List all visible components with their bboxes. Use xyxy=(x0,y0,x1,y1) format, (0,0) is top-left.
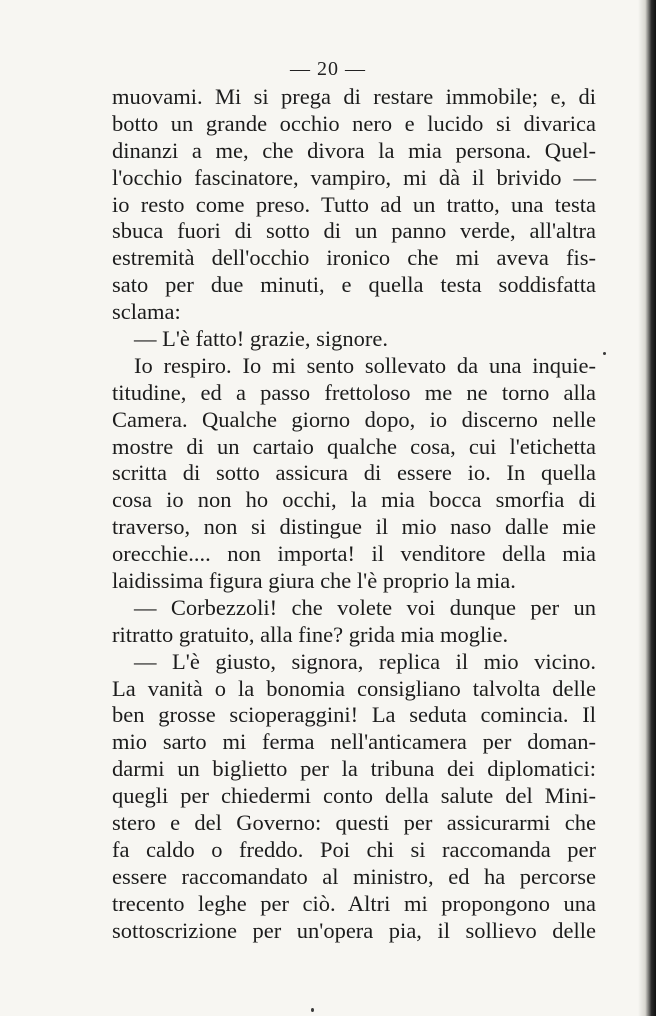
page-number: — 20 — xyxy=(290,58,366,80)
text-line: sclama: xyxy=(112,299,181,325)
dialogue-line: — L'è giusto, signora, replica il mio vicino. xyxy=(134,648,596,674)
dialogue-line: — Corbezzoli! che volete voi dunque per un xyxy=(134,594,596,620)
text-line: traverso, non si distingue il mio naso dalle mie xyxy=(112,514,596,540)
text-line: l'occhio fascinatore, vampiro, mi dà il brivido — xyxy=(112,164,596,190)
text-line: dinanzi a me, che divora la mia persona. Quel- xyxy=(112,137,596,163)
text-line: fa caldo o freddo. Poi chi si raccomanda per xyxy=(112,836,596,862)
text-line: laidissima figura giura che l'è proprio la mia. xyxy=(112,568,516,594)
dialogue-line: — L'è fatto! grazie, signore. xyxy=(134,326,388,352)
text-line: muovami. Mi si prega di restare immobile; e, di xyxy=(112,84,596,109)
text-line: trecento leghe per ciò. Altri mi propongono una xyxy=(112,890,596,916)
text-line: ritratto gratuito, alla fine? grida mia moglie. xyxy=(112,621,509,647)
text-line: botto un grande occhio nero e lucido si divarica xyxy=(112,110,596,136)
text-line: ben grosse scioperaggini! La seduta comincia. Il xyxy=(112,702,596,728)
text-line: cosa io non ho occhi, la mia bocca smorfia di xyxy=(112,487,596,513)
text-line: darmi un biglietto per la tribuna dei diplomatici: xyxy=(112,756,596,782)
text-line: essere raccomandato al ministro, ed ha percorse xyxy=(112,863,596,889)
ink-fleck xyxy=(603,352,606,355)
body-text xyxy=(112,84,596,945)
text-line: mio sarto mi ferma nell'anticamera per doman- xyxy=(112,729,596,755)
text-line: estremità dell'occhio ironico che mi aveva fis- xyxy=(112,245,596,271)
paragraph-start-line: Io respiro. Io mi sento sollevato da una inquie- xyxy=(134,352,596,378)
page-edge-shadow xyxy=(638,0,656,1016)
text-line: quegli per chiedermi conto della salute del Mini- xyxy=(112,783,596,809)
text-line: sottoscrizione per un'opera pia, il sollievo delle xyxy=(112,917,596,943)
text-line: La vanità o la bonomia consigliano talvolta delle xyxy=(112,675,596,701)
text-line: titudine, ed a passo frettoloso me ne torno alla xyxy=(112,379,596,405)
text-line: scritta di sotto assicura di essere io. In quella xyxy=(112,460,596,486)
text-line: sato per due minuti, e quella testa soddisfatta xyxy=(112,272,596,298)
text-line: Camera. Qualche giorno dopo, io discerno nelle xyxy=(112,406,596,432)
text-line: orecchie.... non importa! il venditore della mia xyxy=(112,541,596,567)
ink-fleck xyxy=(311,1008,314,1012)
text-line: stero e del Governo: questi per assicurarmi che xyxy=(112,810,596,836)
text-line: mostre di un cartaio qualche cosa, cui l'etichetta xyxy=(112,433,596,459)
text-line: io resto come preso. Tutto ad un tratto, una testa xyxy=(112,191,596,217)
text-line: sbuca fuori di sotto di un panno verde, all'altra xyxy=(112,218,596,244)
